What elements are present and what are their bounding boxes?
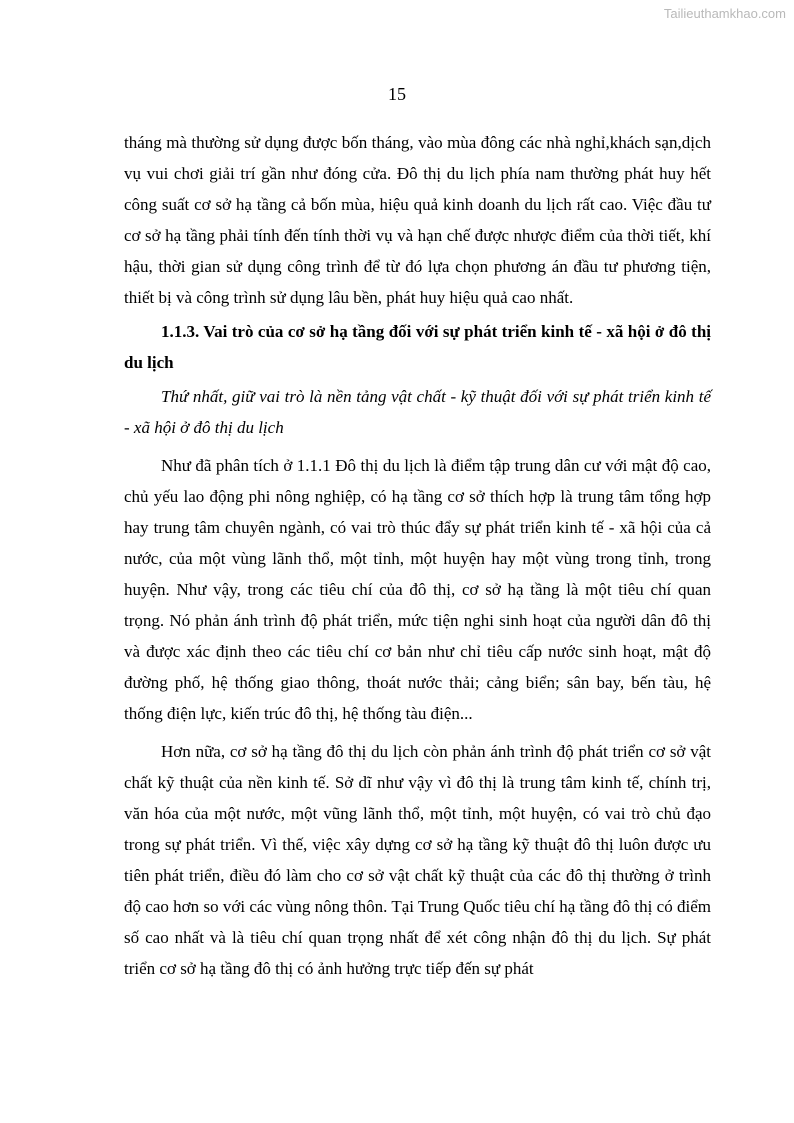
section-heading: 1.1.3. Vai trò của cơ sở hạ tầng đối với sự phát triển kinh tế - xã hội ở đô thị du lịch	[124, 322, 711, 372]
paragraph-body: Như đã phân tích ở 1.1.1 Đô thị du lịch là điểm tập trung dân cư với mật độ cao, chủ yếu lao động phi nông nghiệp, có hạ tầng cơ sở thích hợp là trung tâm tổng hợp hay trung tâm chuyên ngành, có vai trò thúc đẩy sự phát triển kinh tế - xã hội của cả nước, của một vùng lãnh thổ, một tỉnh, một huyện hay một vùng trong tỉnh, trong huyện. Như vậy, trong các tiêu chí của đô thị, cơ sở hạ tầng là một tiêu chí quan trọng. Nó phản ánh trình độ phát triển, mức tiện nghi sinh hoạt của người dân đô thị và được xác định theo các tiêu chí cơ bản như chỉ tiêu cấp nước sinh hoạt, mật độ đường phố, hệ thống giao thông, thoát nước thải; cảng biển; sân bay, bến tàu, hệ thống điện lực, kiến trúc đô thị, hệ thống tàu điện...	[124, 456, 711, 723]
paragraph-body: Hơn nữa, cơ sở hạ tầng đô thị du lịch còn phản ánh trình độ phát triển cơ sở vật chất kỹ thuật của nền kinh tế. Sở dĩ như vậy vì đô thị là trung tâm kinh tế, chính trị, văn hóa của một nước, một vũng lãnh thổ, một tỉnh, một huyện, có vai trò chủ đạo trong sự phát triển. Vì thế, việc xây dựng cơ sở hạ tầng kỹ thuật đô thị luôn được ưu tiên phát triển, điều đó làm cho cơ sở vật chất kỹ thuật của các đô thị thường ở trình độ cao hơn so với các vùng nông thôn. Tại Trung Quốc tiêu chí hạ tầng đô thị có điểm số cao nhất và là tiêu chí quan trọng nhất để xét công nhận đô thị du lịch. Sự phát triển cơ sở hạ tầng đô thị có ảnh hưởng trực tiếp đến sự phát	[124, 742, 711, 978]
paragraph-continuation: tháng mà thường sử dụng được bốn tháng, vào mùa đông các nhà nghỉ,khách sạn,dịch vụ vui chơi giải trí gần như đóng cửa. Đô thị du lịch phía nam thường phát huy hết công suất cơ sở hạ tầng cả bốn mùa, hiệu quả kinh doanh du lịch rất cao. Việc đầu tư cơ sở hạ tầng phải tính đến tính thời vụ và hạn chế được nhược điểm của thời tiết, khí hậu, thời gian sử dụng công trình để từ đó lựa chọn phương án đầu tư phương tiện, thiết bị và công trình sử dụng lâu bền, phát huy hiệu quả cao nhất.	[124, 133, 711, 307]
document-body	[124, 127, 711, 984]
section-subheading: Thứ nhất, giữ vai trò là nền tảng vật chất - kỹ thuật đối với sự phát triển kinh tế - xã hội ở đô thị du lịch	[124, 387, 711, 437]
watermark: Tailieuthamkhao.com	[663, 6, 786, 21]
page-number: 15	[388, 84, 406, 104]
